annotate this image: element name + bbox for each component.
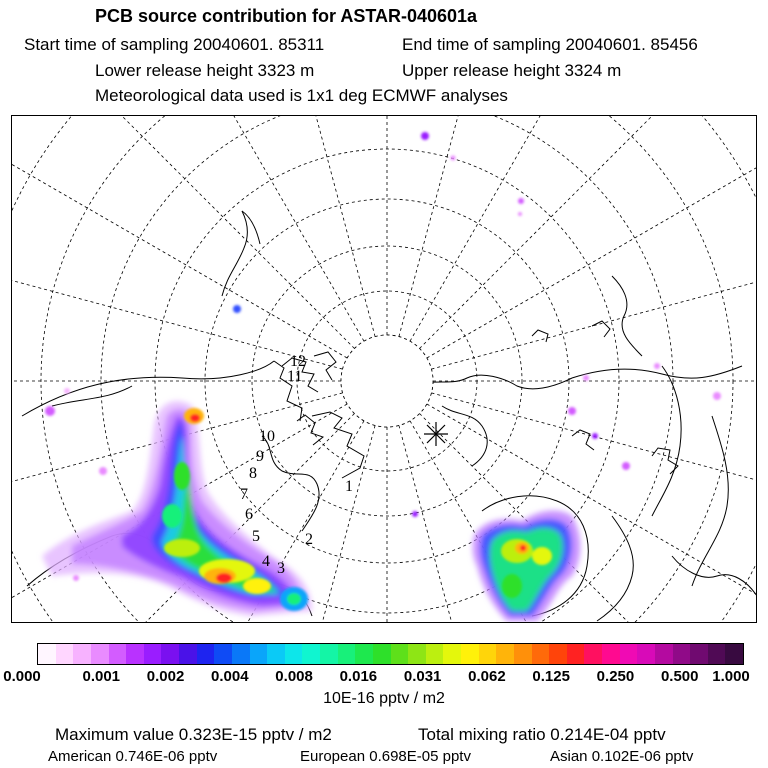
colorbar-cell [567, 644, 585, 664]
colorbar-cell [285, 644, 303, 664]
max-value-label: Maximum value 0.323E-15 pptv / m2 [55, 725, 332, 744]
pole-cap [341, 335, 433, 427]
colorbar-cell [496, 644, 514, 664]
end-time-label: End time of sampling 20040601. 85456 [402, 35, 698, 54]
meridian-line [420, 116, 757, 348]
colorbar-cell [267, 644, 285, 664]
total-mixing-label: Total mixing ratio 0.214E-04 pptv [418, 725, 666, 744]
meridian-line [431, 393, 757, 536]
colorbar-cell [250, 644, 268, 664]
colorbar-cell [214, 644, 232, 664]
colorbar-cell [373, 644, 391, 664]
met-data-label: Meteorological data used is 1x1 deg ECMWF analyses [95, 86, 508, 105]
start-time-label: Start time of sampling 20040601. 85311 [24, 35, 325, 54]
colorbar-tick-label: 0.125 [532, 668, 570, 685]
colorbar-cell [673, 644, 691, 664]
colorbar-cell [338, 644, 356, 664]
colorbar-tick-label: 0.062 [468, 668, 506, 685]
day-label: 12 [290, 353, 306, 370]
day-label: 4 [262, 553, 270, 570]
meridian-line [420, 414, 757, 623]
day-label: 10 [259, 428, 275, 445]
european-label: European 0.698E-05 pptv [300, 748, 471, 765]
colorbar-cell [91, 644, 109, 664]
colorbar-tick-label: 0.008 [275, 668, 313, 685]
map-frame [11, 115, 757, 623]
colorbar-cell [549, 644, 567, 664]
colorbar-cell [708, 644, 726, 664]
colorbar [37, 643, 744, 665]
colorbar-cell [73, 644, 91, 664]
meridian-line [431, 226, 757, 369]
colorbar-tick-label: 0.001 [82, 668, 121, 685]
upper-release-label: Upper release height 3324 m [402, 61, 622, 80]
colorbar-cell [637, 644, 655, 664]
colorbar-tick-label: 0.002 [146, 668, 185, 685]
colorbar-cell [126, 644, 144, 664]
colorbar-cell [655, 644, 673, 664]
day-label: 11 [287, 368, 303, 385]
colorbar-cell [479, 644, 497, 664]
day-label: 2 [305, 531, 313, 548]
american-label: American 0.746E-06 pptv [48, 748, 218, 765]
meridian-line [12, 116, 354, 348]
colorbar-cell [514, 644, 532, 664]
colorbar-cell [408, 644, 426, 664]
colorbar-cell [355, 644, 373, 664]
day-label: 5 [252, 528, 260, 545]
colorbar-cell [320, 644, 338, 664]
colorbar-cell [690, 644, 708, 664]
polar-map [12, 116, 757, 623]
colorbar-cell [161, 644, 179, 664]
meridian-line [427, 116, 757, 358]
colorbar-cell [725, 644, 743, 664]
colorbar-cell [232, 644, 250, 664]
lower-release-label: Lower release height 3323 m [95, 61, 315, 80]
colorbar-cell [179, 644, 197, 664]
day-label: 7 [240, 486, 248, 503]
colorbar-tick-label: 0.500 [660, 668, 699, 685]
colorbar-cell [584, 644, 602, 664]
colorbar-cell [144, 644, 162, 664]
colorbar-cell [197, 644, 215, 664]
colorbar-tick-label: 0.250 [596, 668, 635, 685]
meridian-line [410, 116, 687, 341]
asian-label: Asian 0.102E-06 pptv [550, 748, 694, 765]
trajectory-day-labels [240, 353, 353, 577]
colorbar-cell [443, 644, 461, 664]
day-label: 6 [245, 506, 253, 523]
day-label: 3 [277, 560, 285, 577]
colorbar-cell [620, 644, 638, 664]
colorbar-tick-label: 0.031 [403, 668, 442, 685]
figure-title: PCB source contribution for ASTAR-040601a [95, 6, 478, 26]
day-label: 9 [256, 448, 264, 465]
colorbar-unit: 10E-16 pptv / m2 [323, 690, 445, 707]
meridian-line [427, 404, 757, 623]
meridian-line [87, 116, 364, 341]
colorbar-cell [38, 644, 56, 664]
colorbar-cell [461, 644, 479, 664]
meridian-line [12, 226, 343, 369]
colorbar-cell [109, 644, 127, 664]
release-site-marker [424, 422, 448, 446]
day-label: 1 [345, 478, 353, 495]
colorbar-tick-label: 1.000 [712, 668, 750, 685]
colorbar-cell [426, 644, 444, 664]
colorbar-cell [391, 644, 409, 664]
colorbar-tick-label: 0.000 [3, 668, 41, 685]
colorbar-cell [56, 644, 74, 664]
colorbar-tick-label: 0.016 [339, 668, 378, 685]
day-label: 8 [249, 465, 257, 482]
colorbar-cell [602, 644, 620, 664]
colorbar-tick-label: 0.004 [211, 668, 249, 685]
colorbar-cell [302, 644, 320, 664]
colorbar-cell [532, 644, 550, 664]
meridian-line [12, 116, 347, 358]
